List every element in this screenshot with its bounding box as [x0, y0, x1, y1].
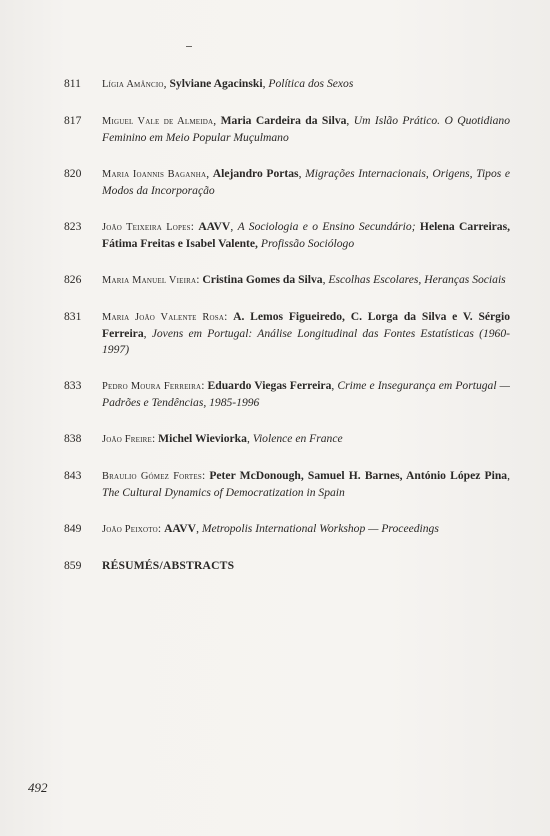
entry-separator: : — [201, 379, 205, 392]
entry-page-number: 843 — [64, 469, 82, 482]
entry-separator: , — [143, 327, 152, 340]
entry-separator: , — [196, 522, 202, 535]
entry-title-2: Profissão Sociólogo — [260, 237, 355, 250]
entry-page-number: 823 — [64, 220, 82, 233]
entry-page-number: 849 — [64, 522, 82, 535]
entry-title: A Sociologia e o Ensino Secundário; — [237, 220, 416, 233]
entry-title: Violence en France — [252, 432, 343, 445]
entry-reviewed-author: Sylviane Agacinski — [169, 77, 263, 90]
entry-title: Metropolis International Workshop — Proceedings — [201, 522, 439, 535]
entry-separator: , — [346, 114, 354, 127]
entry-separator: : — [190, 220, 194, 233]
list-item — [64, 521, 510, 538]
list-item-resumes — [64, 558, 510, 574]
entry-text — [102, 272, 510, 289]
entry-author: Pedro Moura Ferreira — [102, 381, 202, 392]
entry-text — [102, 468, 510, 501]
entry-separator: , — [322, 273, 329, 286]
resumes-heading: RÉSUMÉS/ABSTRACTS — [102, 559, 235, 572]
list-item — [64, 76, 510, 93]
entry-title: Escolhas Escolares, Heranças Sociais — [328, 273, 506, 286]
entry-separator: , — [507, 469, 510, 482]
entry-separator: , — [246, 432, 253, 445]
entry-separator: : — [152, 432, 156, 445]
entry-page-number: 833 — [64, 379, 82, 392]
entry-title: Jovens em Portugal: Análise Longitudinal das Fontes Estatísticas (1960-1997) — [102, 327, 511, 356]
list-item — [64, 309, 510, 358]
entry-page-number: 838 — [64, 432, 82, 445]
entry-title: The Cultural Dynamics of Democratization in Spain — [102, 486, 345, 499]
entry-author: João Teixeira Lopes — [102, 222, 191, 233]
entry-reviewed-author: Michel Wieviorka — [158, 432, 247, 445]
entry-separator: , — [206, 167, 210, 180]
list-item — [64, 272, 510, 289]
entry-page-number: 859 — [64, 559, 82, 572]
entry-text — [102, 166, 510, 199]
list-item — [64, 378, 510, 411]
entry-text — [102, 521, 510, 538]
entry-author: Maria Ioannis Baganha — [102, 169, 207, 180]
entry-separator: , — [262, 77, 269, 90]
entry-reviewed-author: Alejandro Portas — [212, 167, 299, 180]
entry-author: Maria João Valente Rosa — [102, 312, 225, 323]
entry-title: Política dos Sexos — [268, 77, 354, 90]
entry-author: Miguel Vale de Almeida — [102, 116, 214, 127]
entry-author: Lígia Amâncio — [102, 79, 164, 90]
entry-separator: , — [331, 379, 338, 392]
contents-list — [64, 76, 510, 594]
entry-separator: : — [224, 310, 228, 323]
entry-separator: , — [213, 114, 217, 127]
top-dash-mark — [186, 46, 192, 47]
entry-page-number: 831 — [64, 310, 82, 323]
entry-reviewed-author: AAVV — [198, 220, 231, 233]
entry-page-number: 820 — [64, 167, 82, 180]
entry-reviewed-author: Cristina Gomes da Silva — [202, 273, 323, 286]
list-item — [64, 468, 510, 501]
entry-author: Braulio Gómez Fortes — [102, 471, 202, 482]
entry-text — [102, 378, 510, 411]
entry-reviewed-author: A. Lemos Figueiredo, C. Lorga da Silva e V. Sérgio Ferreira — [102, 310, 510, 340]
entry-page-number: 811 — [64, 77, 81, 90]
entry-separator: : — [196, 273, 200, 286]
entry-title: Crime e Insegurança em Portugal — Padrões e Tendências, 1985-1996 — [102, 379, 510, 409]
entry-separator: , — [298, 167, 306, 180]
entry-page-number: 826 — [64, 273, 82, 286]
entry-text — [102, 113, 510, 146]
entry-author: João Freire — [102, 434, 153, 445]
entry-author: João Peixoto — [102, 524, 158, 535]
entry-separator: , — [230, 220, 238, 233]
list-item — [64, 219, 510, 252]
entry-separator: : — [201, 469, 206, 482]
entry-separator: , — [163, 77, 167, 90]
page-folio: 492 — [28, 780, 48, 795]
entry-reviewed-author: Peter McDonough, Samuel H. Barnes, António López Pina — [209, 469, 508, 482]
entry-page-number: 817 — [64, 114, 82, 127]
entry-text — [102, 76, 510, 93]
entry-separator: : — [157, 522, 162, 535]
entry-reviewed-author: AAVV — [164, 522, 197, 535]
list-item — [64, 431, 510, 448]
list-item — [64, 113, 510, 146]
entry-reviewed-author: Maria Cardeira da Silva — [220, 114, 347, 127]
entry-text — [102, 219, 510, 252]
entry-reviewed-author: Eduardo Viegas Ferreira — [207, 379, 332, 392]
entry-reviewed-author-2: Helena Carreiras, Fátima Freitas e Isabel Valente, — [102, 220, 511, 250]
entry-author: Maria Manuel Vieira — [102, 275, 197, 286]
entry-title: Um Islão Prático. O Quotidiano Feminino em Meio Popular Muçulmano — [102, 114, 511, 144]
list-item — [64, 166, 510, 199]
entry-text — [102, 309, 510, 358]
entry-text — [102, 431, 510, 448]
entry-title: Migrações Internacionais, Origens, Tipos e Modos da Incorporação — [102, 167, 511, 197]
